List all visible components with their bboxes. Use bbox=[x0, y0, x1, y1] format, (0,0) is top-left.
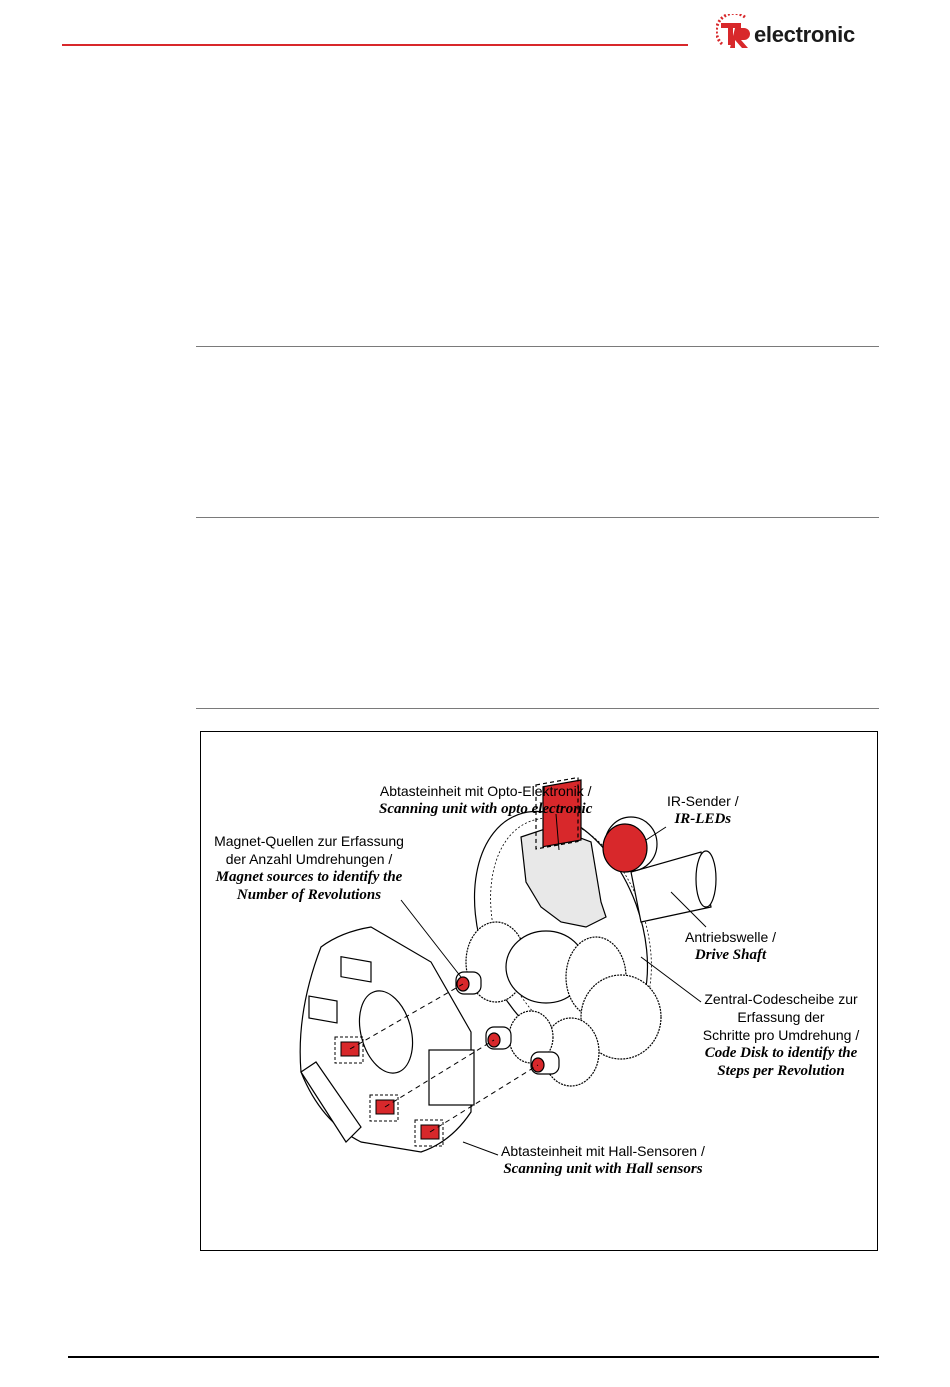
label-ir-sender: IR-Sender / IR-LEDs bbox=[667, 793, 739, 827]
logo-text: electronic bbox=[754, 22, 855, 47]
encoder-exploded-figure bbox=[200, 731, 878, 1251]
section-divider bbox=[196, 517, 879, 518]
section-divider bbox=[196, 346, 879, 347]
label-hall-sensors: Abtasteinheit mit Hall-Sensoren / Scanning unit with Hall sensors bbox=[501, 1143, 705, 1177]
label-code-disk: Zentral-Codescheibe zur Erfassung der Schritte pro Umdrehung / Code Disk to identify the Steps per Revolution bbox=[702, 991, 860, 1079]
header-rule bbox=[62, 44, 688, 46]
label-opto-scanning-unit: Abtasteinheit mit Opto-Elektronik / Scanning unit with opto electronic bbox=[379, 783, 593, 817]
company-logo bbox=[716, 14, 876, 50]
label-drive-shaft: Antriebswelle / Drive Shaft bbox=[685, 929, 777, 963]
label-magnet-sources: Magnet-Quellen zur Erfassung der Anzahl Umdrehungen / Magnet sources to identify the Number of Revolutions bbox=[214, 833, 404, 903]
section-divider bbox=[196, 708, 879, 709]
tr-logo-mark-icon bbox=[716, 14, 756, 50]
footer-rule bbox=[68, 1356, 879, 1358]
ir-led bbox=[603, 817, 657, 872]
